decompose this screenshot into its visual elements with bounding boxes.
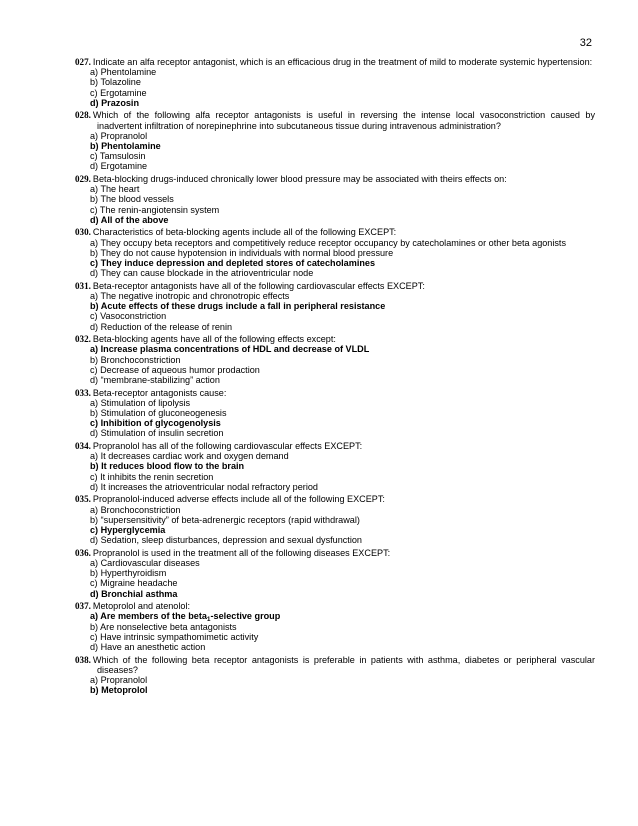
question-stem bbox=[75, 548, 595, 558]
question-text: Which of the following beta receptor antagonists is preferable in patients with asthma, diabetes or peripheral vascular diseases? bbox=[92, 654, 595, 675]
correct-answer-option bbox=[75, 344, 595, 354]
option-text: c) Tamsulosin bbox=[90, 151, 146, 162]
answer-option bbox=[75, 161, 595, 171]
question-text: Characteristics of beta-blocking agents include all of the following EXCEPT: bbox=[92, 227, 397, 238]
question-stem bbox=[75, 57, 595, 67]
option-text: a) Propranolol bbox=[90, 130, 148, 141]
answer-option bbox=[75, 194, 595, 204]
answer-option bbox=[75, 428, 595, 438]
question-text: Beta-blocking agents have all of the following effects except: bbox=[92, 334, 336, 345]
question-stem bbox=[75, 227, 595, 237]
question-text: Beta-receptor antagonists cause: bbox=[92, 387, 227, 398]
answer-option bbox=[75, 451, 595, 461]
option-text: a) The negative inotropic and chronotropic effects bbox=[90, 291, 290, 302]
option-text: a) Phentolamine bbox=[90, 67, 157, 78]
answer-option bbox=[75, 322, 595, 332]
answer-option bbox=[75, 375, 595, 385]
option-text: b) Tolazoline bbox=[90, 77, 141, 88]
question-number: 028. bbox=[75, 110, 91, 121]
answer-option bbox=[75, 515, 595, 525]
option-text: b) “supersensitivity” of beta-adrenergic receptors (rapid withdrawal) bbox=[90, 514, 360, 525]
question-031 bbox=[75, 281, 595, 332]
answer-option bbox=[75, 355, 595, 365]
question-number: 033. bbox=[75, 387, 91, 398]
question-number: 037. bbox=[75, 601, 91, 612]
option-text: c) Have intrinsic sympathomimetic activity bbox=[90, 631, 259, 642]
question-number: 038. bbox=[75, 654, 91, 665]
option-text: b) Bronchoconstriction bbox=[90, 354, 181, 365]
option-text: d) Have an anesthetic action bbox=[90, 642, 206, 653]
answer-option bbox=[75, 675, 595, 685]
answer-option bbox=[75, 408, 595, 418]
question-number: 029. bbox=[75, 174, 91, 185]
answer-option bbox=[75, 505, 595, 515]
correct-answer-option bbox=[75, 611, 595, 624]
question-034 bbox=[75, 441, 595, 492]
question-stem bbox=[75, 334, 595, 344]
answer-option bbox=[75, 642, 595, 652]
option-text: a) Are members of the beta bbox=[90, 611, 207, 622]
question-text: Beta-blocking drugs-induced chronically lower blood pressure may be associated with theirs effects on: bbox=[92, 174, 507, 185]
answer-option bbox=[75, 205, 595, 215]
correct-answer-option bbox=[75, 589, 595, 599]
answer-option bbox=[75, 632, 595, 642]
option-text: d) “membrane-stabilizing” action bbox=[90, 375, 220, 386]
question-037 bbox=[75, 601, 595, 652]
answer-option bbox=[75, 472, 595, 482]
option-text: d) Reduction of the release of renin bbox=[90, 321, 233, 332]
answer-option bbox=[75, 311, 595, 321]
question-stem bbox=[75, 441, 595, 451]
option-text: c) The renin-angiotensin system bbox=[90, 204, 220, 215]
question-035 bbox=[75, 494, 595, 545]
question-stem bbox=[75, 655, 595, 675]
option-text: a) Cardiovascular diseases bbox=[90, 558, 200, 569]
option-text: c) Migraine headache bbox=[90, 578, 178, 589]
answer-option bbox=[75, 67, 595, 77]
option-text: d) They can cause blockade in the atrioventricular node bbox=[90, 268, 314, 279]
answer-option bbox=[75, 558, 595, 568]
answer-option bbox=[75, 77, 595, 87]
question-text: Propranolol is used in the treatment all of the following diseases EXCEPT: bbox=[92, 547, 391, 558]
question-number: 034. bbox=[75, 441, 91, 452]
option-text: c) They induce depression and depleted stores of catecholamines bbox=[90, 258, 376, 269]
question-number: 027. bbox=[75, 57, 91, 67]
question-033 bbox=[75, 388, 595, 439]
question-038 bbox=[75, 655, 595, 696]
answer-option bbox=[75, 398, 595, 408]
question-stem bbox=[75, 494, 595, 504]
option-text: c) Decrease of aqueous humor prodaction bbox=[90, 364, 260, 375]
answer-option bbox=[75, 248, 595, 258]
option-text: b) Are nonselective beta antagonists bbox=[90, 621, 237, 632]
question-stem bbox=[75, 110, 595, 130]
question-text: Indicate an alfa receptor antagonist, which is an efficacious drug in the treatment of mild to moderate systemic hypertension: bbox=[92, 57, 593, 67]
question-030 bbox=[75, 227, 595, 278]
option-text: a) Bronchoconstriction bbox=[90, 504, 181, 515]
question-text: Beta-receptor antagonists have all of the following cardiovascular effects EXCEPT: bbox=[92, 280, 425, 291]
correct-answer-option bbox=[75, 98, 595, 108]
question-number: 032. bbox=[75, 334, 91, 345]
answer-option bbox=[75, 131, 595, 141]
answer-option bbox=[75, 568, 595, 578]
answer-option bbox=[75, 365, 595, 375]
answer-option bbox=[75, 88, 595, 98]
option-subscript: 1 bbox=[206, 616, 211, 624]
option-text: b) They do not cause hypotension in individuals with normal blood pressure bbox=[90, 247, 394, 258]
option-text: b) Acute effects of these drugs include a fall in peripheral resistance bbox=[90, 301, 386, 312]
option-text: a) They occupy beta receptors and competitively reduce receptor occupancy by catecholamines or other beta agonists bbox=[90, 237, 567, 248]
option-text: a) Increase plasma concentrations of HDL and decrease of VLDL bbox=[90, 344, 370, 355]
question-text: Which of the following alfa receptor antagonists is useful in reversing the intense local vasoconstriction caused by inadvertent infiltration of norepinephrine into subcutaneous tissue during intravenous administration? bbox=[92, 110, 595, 131]
correct-answer-option bbox=[75, 461, 595, 471]
option-text: d) All of the above bbox=[90, 214, 169, 225]
correct-answer-option bbox=[75, 685, 595, 695]
answer-option bbox=[75, 268, 595, 278]
option-text: c) Vasoconstriction bbox=[90, 311, 167, 322]
correct-answer-option bbox=[75, 215, 595, 225]
question-list bbox=[75, 57, 595, 698]
answer-option bbox=[75, 291, 595, 301]
option-text-continued: -selective group bbox=[210, 611, 281, 622]
question-number: 035. bbox=[75, 494, 91, 505]
question-stem bbox=[75, 601, 595, 611]
option-text: d) It increases the atrioventricular nodal refractory period bbox=[90, 481, 318, 492]
answer-option bbox=[75, 535, 595, 545]
option-text: b) The blood vessels bbox=[90, 194, 174, 205]
answer-option bbox=[75, 238, 595, 248]
answer-option bbox=[75, 578, 595, 588]
question-number: 030. bbox=[75, 227, 91, 238]
option-text: d) Stimulation of insulin secretion bbox=[90, 428, 224, 439]
question-032 bbox=[75, 334, 595, 385]
option-text: c) It inhibits the renin secretion bbox=[90, 471, 214, 482]
correct-answer-option bbox=[75, 418, 595, 428]
question-number: 031. bbox=[75, 280, 91, 291]
option-text: b) Phentolamine bbox=[90, 141, 161, 152]
question-stem bbox=[75, 174, 595, 184]
option-text: a) It decreases cardiac work and oxygen demand bbox=[90, 451, 289, 462]
question-027 bbox=[75, 57, 595, 108]
option-text: d) Bronchial asthma bbox=[90, 588, 178, 599]
question-text: Propranolol has all of the following cardiovascular effects EXCEPT: bbox=[92, 441, 363, 452]
question-stem bbox=[75, 388, 595, 398]
option-text: b) Metoprolol bbox=[90, 685, 148, 696]
option-text: d) Ergotamine bbox=[90, 161, 148, 172]
option-text: d) Sedation, sleep disturbances, depression and sexual dysfunction bbox=[90, 535, 362, 546]
question-text: Propranolol-induced adverse effects include all of the following EXCEPT: bbox=[92, 494, 385, 505]
option-text: c) Hyperglycemia bbox=[90, 525, 166, 536]
option-text: b) It reduces blood flow to the brain bbox=[90, 461, 245, 472]
answer-option bbox=[75, 622, 595, 632]
option-text: a) The heart bbox=[90, 184, 140, 195]
option-text: a) Propranolol bbox=[90, 675, 148, 686]
option-text: c) Ergotamine bbox=[90, 87, 147, 98]
question-029 bbox=[75, 174, 595, 225]
page-number: 32 bbox=[579, 37, 592, 49]
correct-answer-option bbox=[75, 525, 595, 535]
question-028 bbox=[75, 110, 595, 171]
question-number: 036. bbox=[75, 547, 91, 558]
correct-answer-option bbox=[75, 258, 595, 268]
option-text: a) Stimulation of lipolysis bbox=[90, 397, 191, 408]
answer-option bbox=[75, 151, 595, 161]
option-text: b) Stimulation of gluconeogenesis bbox=[90, 408, 227, 419]
question-036 bbox=[75, 548, 595, 599]
question-text: Metoprolol and atenolol: bbox=[92, 601, 190, 612]
option-text: d) Prazosin bbox=[90, 97, 140, 108]
option-text: c) Inhibition of glycogenolysis bbox=[90, 418, 221, 429]
correct-answer-option bbox=[75, 301, 595, 311]
question-stem bbox=[75, 281, 595, 291]
answer-option bbox=[75, 482, 595, 492]
correct-answer-option bbox=[75, 141, 595, 151]
answer-option bbox=[75, 184, 595, 194]
option-text: b) Hyperthyroidism bbox=[90, 568, 167, 579]
